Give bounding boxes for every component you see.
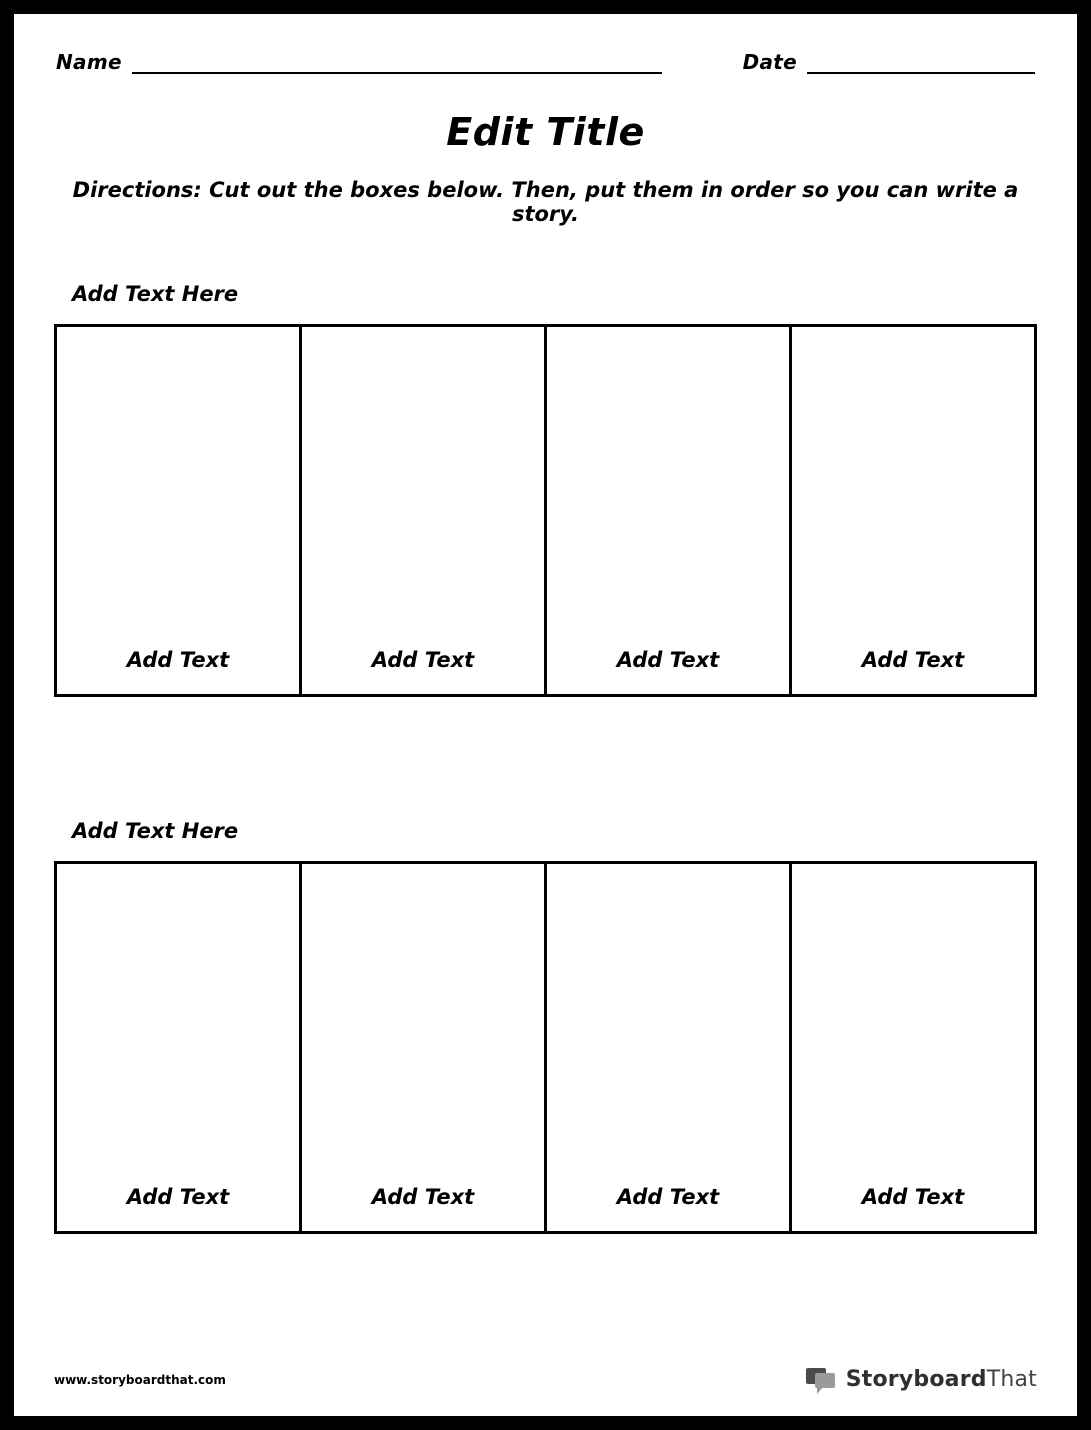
name-label: Name bbox=[56, 50, 122, 74]
cell[interactable] bbox=[792, 864, 1034, 1231]
date-field[interactable] bbox=[743, 50, 1035, 74]
cell[interactable] bbox=[57, 864, 302, 1231]
cell[interactable] bbox=[547, 327, 792, 694]
brand-name-first: Storyboard bbox=[845, 1367, 987, 1392]
cell-caption[interactable]: Add Text bbox=[861, 1185, 965, 1209]
cell-caption[interactable]: Add Text bbox=[616, 648, 720, 672]
name-field[interactable] bbox=[56, 50, 662, 74]
cell[interactable] bbox=[792, 327, 1034, 694]
cell-caption[interactable]: Add Text bbox=[616, 1185, 720, 1209]
worksheet-sheet bbox=[14, 14, 1077, 1416]
cell-caption[interactable]: Add Text bbox=[126, 1185, 230, 1209]
brand-logo[interactable] bbox=[806, 1367, 1037, 1392]
cell[interactable] bbox=[547, 864, 792, 1231]
cell-caption[interactable]: Add Text bbox=[861, 648, 965, 672]
footer-url[interactable]: www.storyboardthat.com bbox=[54, 1372, 226, 1387]
cell-caption[interactable]: Add Text bbox=[371, 1185, 475, 1209]
date-input-line[interactable] bbox=[807, 55, 1035, 74]
section-1-label[interactable]: Add Text Here bbox=[72, 282, 239, 306]
cell-caption[interactable]: Add Text bbox=[371, 648, 475, 672]
directions-text[interactable]: Directions: Cut out the boxes below. Then, put them in order so you can write a story. bbox=[72, 178, 1019, 226]
section-2 bbox=[54, 819, 1037, 1234]
cell[interactable] bbox=[302, 864, 547, 1231]
page-title[interactable]: Edit Title bbox=[446, 110, 645, 154]
brand-name-second: That bbox=[986, 1367, 1037, 1392]
date-label: Date bbox=[742, 50, 797, 74]
cell[interactable] bbox=[57, 327, 302, 694]
speech-bubble-icon bbox=[806, 1368, 836, 1392]
brand-name bbox=[846, 1367, 1037, 1392]
section-1 bbox=[54, 282, 1037, 697]
name-input-line[interactable] bbox=[132, 55, 662, 74]
cell-caption[interactable]: Add Text bbox=[126, 648, 230, 672]
section-2-strip bbox=[54, 861, 1037, 1234]
header bbox=[54, 44, 1037, 74]
section-1-strip bbox=[54, 324, 1037, 697]
section-2-label[interactable]: Add Text Here bbox=[72, 819, 239, 843]
cell[interactable] bbox=[302, 327, 547, 694]
footer bbox=[54, 1367, 1037, 1392]
